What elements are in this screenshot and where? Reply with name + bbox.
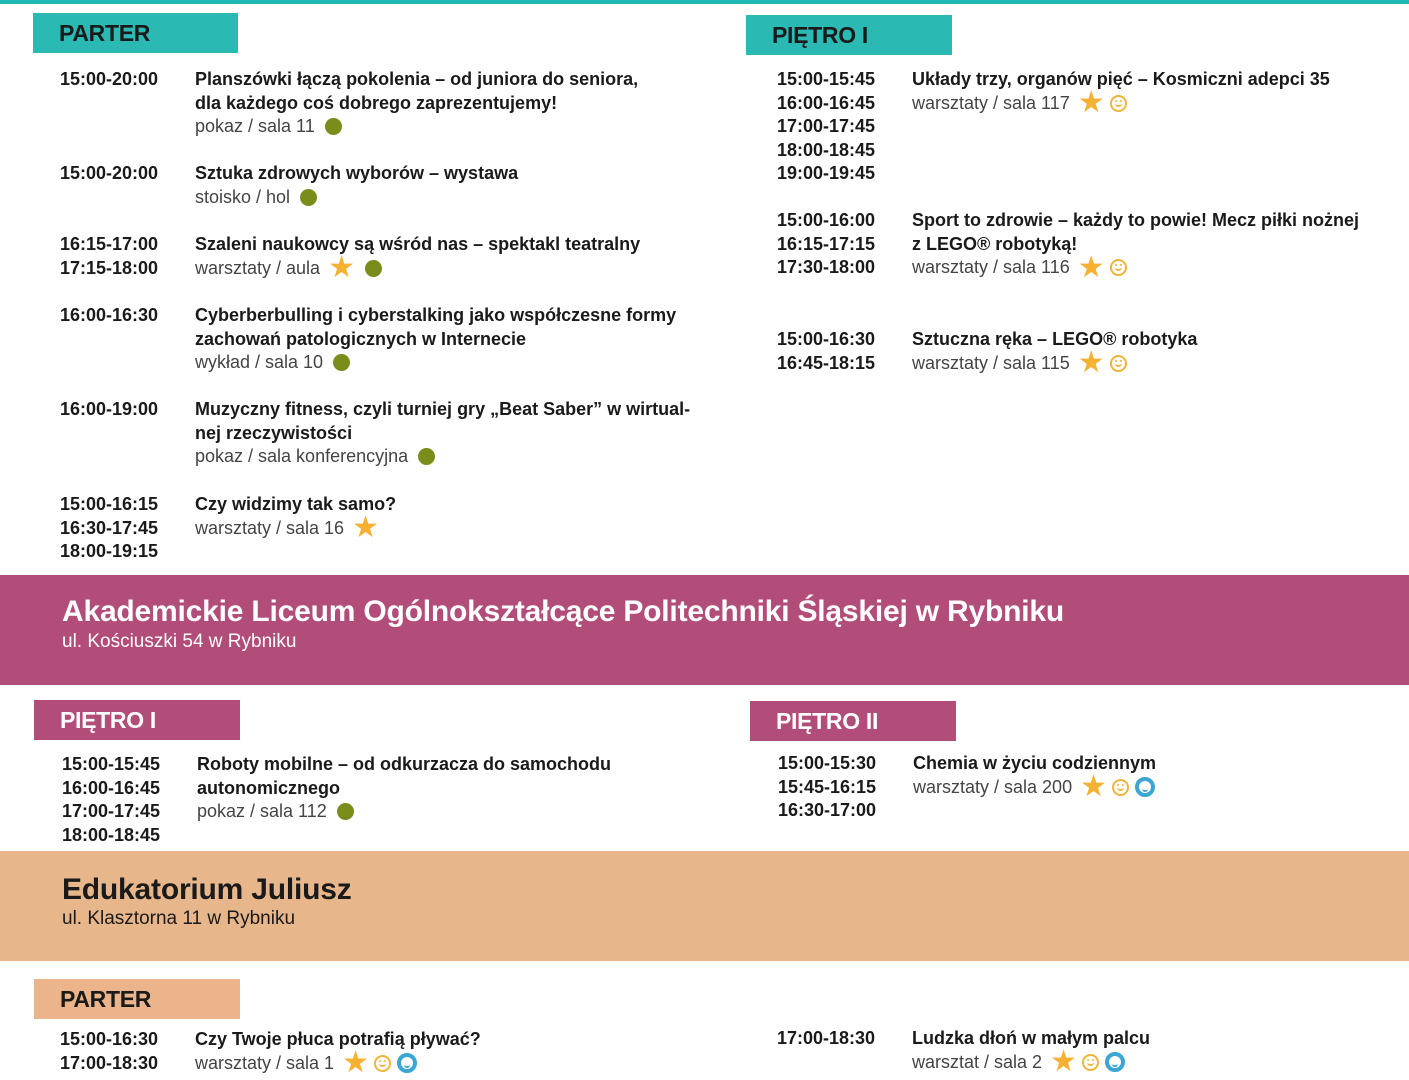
- floor-tag-parter: PARTER: [34, 979, 240, 1019]
- kid-face-icon: [1135, 777, 1155, 797]
- star-icon: ★: [1077, 346, 1105, 380]
- event-body: [912, 328, 1198, 380]
- star-icon: ★: [1080, 770, 1107, 804]
- venue-band-akademickie-liceum: [0, 575, 1409, 685]
- green-dot-icon: [418, 448, 435, 465]
- event-body: [197, 753, 611, 824]
- event-meta: warsztaty / aula ★: [195, 257, 640, 281]
- event-meta: pokaz / sala konferencyjna: [195, 445, 690, 469]
- smile-icon: [374, 1055, 391, 1072]
- event-body: [912, 1027, 1151, 1079]
- event-meta: warsztaty / sala 116 ★: [912, 256, 1359, 280]
- venue-address: ul. Klasztorna 11 w Rybniku: [62, 908, 296, 929]
- green-dot-icon: [365, 260, 382, 277]
- event-times: 15:00-16:30 17:00-18:30: [60, 1029, 159, 1073]
- star-icon: ★: [342, 1046, 369, 1080]
- smile-icon: [1112, 779, 1129, 796]
- event-body: [195, 304, 676, 375]
- star-icon: ★: [1077, 86, 1105, 120]
- event-body: [195, 398, 690, 469]
- event-times: 16:15-17:00 17:15-18:00: [60, 234, 159, 278]
- event-title: Sztuka zdrowych wyborów – wystawa: [195, 163, 519, 183]
- green-dot-icon: [300, 189, 317, 206]
- kid-face-icon: [1105, 1052, 1125, 1072]
- green-dot-icon: [325, 118, 342, 135]
- event-title: Sport to zdrowie – każdy to powie! Mecz piłki nożnej z LEGO® robotyką!: [912, 210, 1360, 254]
- event-meta: warsztaty / sala 115 ★: [912, 352, 1197, 376]
- event-times: 16:00-19:00: [60, 399, 159, 419]
- floor-tag-parter: PARTER: [33, 13, 238, 53]
- venue-band-edukatorium-juliusz: [0, 851, 1409, 961]
- event-meta: wykład / sala 10: [195, 351, 676, 375]
- venue-address: ul. Kościuszki 54 w Rybniku: [62, 631, 297, 652]
- venue-title: Akademickie Liceum Ogólnokształcące Politechniki Śląskiej w Rybniku: [62, 595, 1064, 628]
- event-times: 15:00-15:45 16:00-16:45 17:00-17:45 18:00-18:45 19:00-19:45: [777, 69, 876, 183]
- event-title: Roboty mobilne – od odkurzacza do samochodu autonomicznego: [197, 754, 612, 798]
- event-body: [195, 493, 397, 545]
- smile-icon: [1082, 1054, 1099, 1071]
- star-icon: ★: [352, 511, 379, 545]
- event-times: 17:00-18:30: [777, 1028, 876, 1048]
- floor-tag-pietro-1: PIĘTRO I: [746, 15, 952, 55]
- event-title: Sztuczna ręka – LEGO® robotyka: [912, 329, 1198, 349]
- green-dot-icon: [337, 803, 354, 820]
- event-meta: warsztat / sala 2 ★: [912, 1051, 1150, 1075]
- event-meta: warsztaty / sala 200 ★: [913, 776, 1156, 800]
- event-times: 15:00-16:15 16:30-17:45 18:00-19:15: [60, 494, 159, 561]
- event-times: 15:00-20:00: [60, 163, 159, 183]
- star-icon: ★: [1077, 250, 1105, 284]
- event-body: [912, 209, 1360, 284]
- event-meta: warsztaty / sala 16 ★: [195, 511, 379, 545]
- event-title: Układy trzy, organów pięć – Kosmiczni adepci 35: [912, 69, 1330, 89]
- top-accent-line: [0, 0, 1409, 4]
- event-meta: pokaz / sala 11: [195, 115, 638, 139]
- event-title: Cyberberbulling i cyberstalking jako współczesne formy zachowań patologicznych w Internecie: [195, 305, 677, 349]
- event-title: Planszówki łączą pokolenia – od juniora do seniora, dla każdego coś dobrego zaprezentujemy!: [195, 69, 639, 113]
- event-meta: pokaz / sala 112: [197, 800, 611, 824]
- kid-face-icon: [397, 1053, 417, 1073]
- event-body: [195, 233, 641, 285]
- event-times: 15:00-20:00: [60, 69, 159, 89]
- event-times: 15:00-16:00 16:15-17:15 17:30-18:00: [777, 210, 876, 277]
- event-times: 15:00-15:45 16:00-16:45 17:00-17:45 18:00-18:45: [62, 754, 161, 845]
- event-body: [912, 68, 1330, 120]
- event-title: Czy widzimy tak samo?: [195, 494, 397, 514]
- event-title: Muzyczny fitness, czyli turniej gry „Beat Saber” w wirtual- nej rzeczywistości: [195, 399, 691, 443]
- event-title: Ludzka dłoń w małym palcu: [912, 1028, 1151, 1048]
- event-body: [195, 162, 518, 209]
- event-meta: warsztaty / sala 117 ★: [912, 92, 1330, 116]
- event-body: [195, 68, 638, 139]
- venue-title: Edukatorium Juliusz: [62, 873, 352, 906]
- smile-icon: [1110, 95, 1127, 112]
- floor-tag-pietro-2: PIĘTRO II: [750, 701, 956, 741]
- floor-tag-pietro-1: PIĘTRO I: [34, 700, 240, 740]
- star-icon: ★: [328, 251, 355, 285]
- event-title: Chemia w życiu codziennym: [913, 753, 1157, 773]
- smile-icon: [1110, 355, 1127, 372]
- smile-icon: [1110, 259, 1127, 276]
- event-title: Szaleni naukowcy są wśród nas – spektakl teatralny: [195, 234, 641, 254]
- event-title: Czy Twoje płuca potrafią pływać?: [195, 1029, 481, 1049]
- event-times: 15:00-15:30 15:45-16:15 16:30-17:00: [778, 753, 877, 820]
- event-times: 15:00-16:30 16:45-18:15: [777, 329, 876, 373]
- green-dot-icon: [333, 354, 350, 371]
- event-meta: warsztaty / sala 1 ★: [195, 1052, 481, 1076]
- event-body: [913, 752, 1157, 804]
- event-times: 16:00-16:30: [60, 305, 159, 325]
- event-meta: stoisko / hol: [195, 186, 518, 210]
- star-icon: ★: [1050, 1045, 1077, 1079]
- event-body: [195, 1028, 481, 1080]
